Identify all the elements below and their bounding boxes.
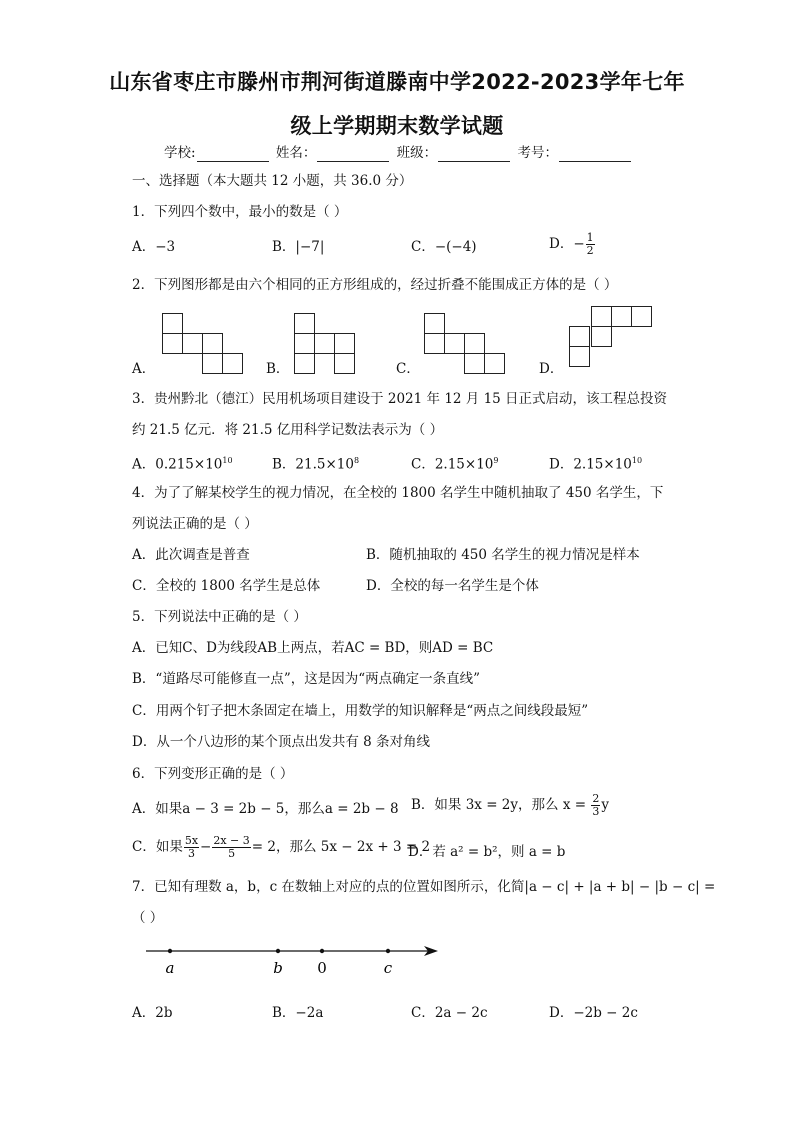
q2-option-c: C． <box>396 361 420 377</box>
class-blank[interactable] <box>438 147 510 162</box>
name-label: 姓名： <box>275 145 317 161</box>
q4-option-c: C．全校的 1800 名学生是总体 <box>132 578 321 594</box>
q3-option-b: B．$21.5\times 10^8$ <box>272 456 360 473</box>
q7-option-b: B．−2a <box>272 1005 324 1021</box>
q2-stem: 2．下列图形都是由六个相同的正方形组成的，经过折叠不能围成正方体的是（ ） <box>132 277 618 293</box>
point-zero-dot <box>320 949 324 953</box>
number-line-figure <box>140 938 450 982</box>
title-line-2: 级上学期期末数学试题 <box>290 114 504 138</box>
q2-option-a: A． <box>132 361 156 377</box>
q7-option-d: D．−2b − 2c <box>549 1005 638 1021</box>
q4-option-a: A．此次调查是普查 <box>132 547 250 563</box>
q3-stem-line-1: 3．贵州黔北（德江）民用机场项目建设于 2021 年 12 月 15 日正式启动，该工程总投资 <box>132 391 668 407</box>
q2-option-d: D． <box>539 361 564 377</box>
q1-option-b: B．|−7| <box>272 239 325 255</box>
student-info <box>164 144 634 162</box>
school-label: 学校: <box>164 145 196 161</box>
q5-stem: 5．下列说法中正确的是（ ） <box>132 609 307 625</box>
point-c-label: c <box>383 959 393 977</box>
q6-option-a: A．如果a − 3 = 2b − 5，那么a = 2b − 8 <box>132 801 399 817</box>
q3-option-d: D．$2.15\times 10^{10}$ <box>549 456 643 473</box>
q5-option-c: C．用两个钉子把木条固定在墙上，用数学的知识解释是“两点之间线段最短” <box>132 703 589 719</box>
q5-option-d: D．从一个八边形的某个顶点出发共有 8 条对角线 <box>132 734 430 750</box>
q5-option-b: B．“道路尽可能修直一点”，这是因为“两点确定一条直线” <box>132 671 481 687</box>
school-blank[interactable] <box>197 147 269 162</box>
title-line-1: 山东省枣庄市滕州市荆河街道滕南中学2022-2023学年七年 <box>109 70 685 94</box>
name-blank[interactable] <box>317 147 389 162</box>
point-a-label: a <box>165 959 175 977</box>
q4-stem-line-1: 4．为了了解某校学生的视力情况，在全校的 1800 名学生中随机抽取了 450 名学生，下 <box>132 485 664 501</box>
q7-stem-line-2: （ ） <box>132 910 164 926</box>
q7-stem-line-1: 7．已知有理数 a，b，c 在数轴上对应的点的位置如图所示，化简|a − c| + |a + b| − |b − c| = <box>132 879 716 895</box>
q6-option-c: C．如果 $\frac{5x}{3}$ − $\frac{2x - 3}{5}$ = 2，那么 5x − 2x + 3 = 2 <box>132 834 431 860</box>
q3-option-c: C．$2.15\times 10^9$ <box>411 456 499 473</box>
q5-option-a: A．已知C、D为线段AB上两点，若AC = BD，则AD = BC <box>132 640 494 656</box>
q7-option-c: C．2a − 2c <box>411 1005 488 1021</box>
number-blank[interactable] <box>559 147 631 162</box>
q1-option-a: A．−3 <box>132 239 176 255</box>
q4-stem-line-2: 列说法正确的是（ ） <box>132 516 258 532</box>
number-label: 考号： <box>517 145 558 161</box>
point-b-dot <box>276 949 280 953</box>
q1-stem: 1．下列四个数中，最小的数是（ ） <box>132 204 348 220</box>
q4-option-b: B．随机抽取的 450 名学生的视力情况是样本 <box>366 547 640 563</box>
point-zero-label: 0 <box>317 959 327 977</box>
q1-option-c: C．−(−4) <box>411 239 477 255</box>
q6-option-b: B．如果 3x = 2y，那么 x = $\frac{2}{3}$ y <box>411 792 609 818</box>
q6-stem: 6．下列变形正确的是（ ） <box>132 766 294 782</box>
section-heading: 一、选择题（本大题共 12 小题，共 36.0 分） <box>132 173 413 189</box>
point-a-dot <box>168 949 172 953</box>
class-label: 班级： <box>396 145 438 161</box>
q7-option-a: A．2b <box>132 1005 173 1021</box>
q3-stem-line-2: 约 21.5 亿元．将 21.5 亿用科学记数法表示为（ ） <box>132 422 444 438</box>
q6-option-d: D．若 a² = b²，则 a = b <box>408 844 566 860</box>
point-c-dot <box>386 949 390 953</box>
q3-option-a: A．$0.215\times 10^{10}$ <box>132 456 233 473</box>
q4-option-d: D．全校的每一名学生是个体 <box>366 578 539 594</box>
q1-option-d: D．− $\frac{1}{2}$ <box>549 231 594 257</box>
point-b-label: b <box>273 959 283 977</box>
q2-option-b: B． <box>266 361 290 377</box>
